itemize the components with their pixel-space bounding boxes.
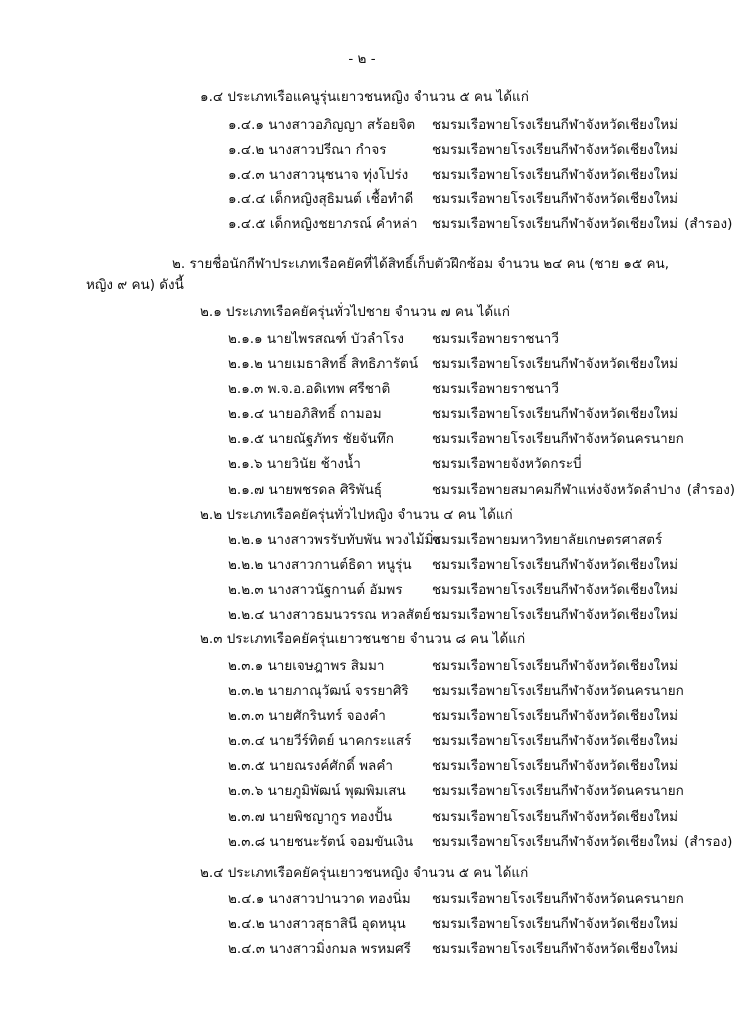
- entry-number-name: [228, 890, 411, 908]
- entry-number-name: [228, 355, 418, 373]
- athlete-name: นางสาวมิ่งกมล พรหมศรี: [269, 941, 411, 957]
- entry-number: ๒.๓.๒: [228, 683, 264, 699]
- athlete-name: นายณรงค์ศักดิ์ พลคำ: [269, 758, 393, 774]
- club-name: ชมรมเรือพายโรงเรียนกีฬาจังหวัดเชียงใหม่: [432, 356, 679, 372]
- entry-number: ๑.๔.๑: [228, 117, 264, 133]
- club-name: ชมรมเรือพายโรงเรียนกีฬาจังหวัดเชียงใหม่: [432, 607, 679, 623]
- entry-number-name: [228, 141, 387, 159]
- athlete-club: [432, 782, 690, 800]
- athlete-club: [432, 481, 735, 499]
- athlete-club: [432, 657, 684, 675]
- club-name: ชมรมเรือพายโรงเรียนกีฬาจังหวัดเชียงใหม่: [432, 809, 679, 825]
- club-name: ชมรมเรือพายโรงเรียนกีฬาจังหวัดเชียงใหม่: [432, 191, 679, 207]
- club-name: ชมรมเรือพายโรงเรียนกีฬาจังหวัดเชียงใหม่: [432, 117, 679, 133]
- athlete-name: นายเจษฎาพร สิมมา: [267, 658, 385, 674]
- entry-number: ๒.๒.๓: [228, 582, 264, 598]
- club-name: ชมรมเรือพายโรงเรียนกีฬาจังหวัดเชียงใหม่: [432, 582, 679, 598]
- athlete-name: นางสาวพรรับทับพัน พวงไม้มิ่ง: [267, 532, 441, 548]
- section-heading: ๒.๔ ประเภทเรือคยัครุ่นเยาวชนหญิง จำนวน ๕ คน ได้แก่: [200, 865, 529, 881]
- athlete-club: [432, 707, 684, 725]
- club-name: ชมรมเรือพายโรงเรียนกีฬาจังหวัดเชียงใหม่: [432, 834, 679, 850]
- athlete-club: [432, 430, 690, 448]
- entry-number-name: [228, 757, 393, 775]
- athlete-name: นางสาวอภิญญา สร้อยจิต: [268, 117, 416, 133]
- entry-number: ๒.๓.๑: [228, 658, 264, 674]
- entry-number-name: [228, 190, 413, 208]
- club-name: ชมรมเรือพายสมาคมกีฬาแห่งจังหวัดลำปาง: [432, 482, 681, 498]
- athlete-name: เด็กหญิงชยาภรณ์ คำหล่า: [269, 216, 418, 232]
- entry-number: ๒.๑.๕: [228, 431, 265, 447]
- athlete-club: [432, 116, 684, 134]
- entry-number-name: [228, 707, 386, 725]
- athlete-club: [432, 405, 684, 423]
- entry-number: ๑.๔.๔: [228, 191, 266, 207]
- entry-number: ๒.๔.๑: [228, 891, 265, 907]
- club-name: ชมรมเรือพายโรงเรียนกีฬาจังหวัดนครนายก: [432, 891, 684, 907]
- entry-number: ๒.๓.๗: [228, 809, 265, 825]
- club-name: ชมรมเรือพายโรงเรียนกีฬาจังหวัดเชียงใหม่: [432, 216, 679, 232]
- athlete-name: นางสาวสุธาสินี อุดหนุน: [268, 916, 406, 932]
- club-name: ชมรมเรือพายโรงเรียนกีฬาจังหวัดเชียงใหม่: [432, 658, 679, 674]
- athlete-name: นายชนะรัตน์ จอมขันเงิน: [269, 834, 414, 850]
- club-name: ชมรมเรือพายโรงเรียนกีฬาจังหวัดนครนายก: [432, 783, 684, 799]
- club-name: ชมรมเรือพายโรงเรียนกีฬาจังหวัดเชียงใหม่: [432, 406, 679, 422]
- athlete-name: เด็กหญิงสุธิมนต์ เชื้อทำดี: [269, 191, 414, 207]
- club-name: ชมรมเรือพายโรงเรียนกีฬาจังหวัดเชียงใหม่: [432, 733, 679, 749]
- entry-number: ๒.๓.๕: [228, 758, 265, 774]
- entry-number-name: [228, 782, 406, 800]
- entry-number: ๑.๔.๒: [228, 142, 265, 158]
- athlete-club: [432, 833, 732, 851]
- entry-number-name: [228, 657, 384, 675]
- entry-number-name: [228, 166, 408, 184]
- entry-number-name: [228, 215, 417, 233]
- reserve-note: (สำรอง): [684, 834, 733, 850]
- athlete-club: [432, 915, 684, 933]
- reserve-note: (สำรอง): [686, 482, 735, 498]
- athlete-club: [432, 355, 684, 373]
- club-name: ชมรมเรือพายโรงเรียนกีฬาจังหวัดเชียงใหม่: [432, 916, 679, 932]
- entry-number-name: [228, 481, 382, 499]
- club-name: ชมรมเรือพายโรงเรียนกีฬาจังหวัดเชียงใหม่: [432, 167, 679, 183]
- athlete-club: [432, 890, 690, 908]
- entry-number: ๒.๑.๒: [228, 356, 263, 372]
- entry-number: ๒.๑.๖: [228, 456, 263, 472]
- club-name: ชมรมเรือพายโรงเรียนกีฬาจังหวัดเชียงใหม่: [432, 758, 679, 774]
- athlete-club: [432, 757, 684, 775]
- athlete-club: [432, 940, 684, 958]
- section-heading: ๒.๒ ประเภทเรือคยัครุ่นทั่วไปหญิง จำนวน ๔ คน ได้แก่: [200, 507, 513, 523]
- athlete-name: พ.จ.อ.อดิเทพ ศรีชาติ: [267, 381, 391, 397]
- entry-number-name: [228, 380, 390, 398]
- athlete-club: [432, 166, 684, 184]
- athlete-club: [432, 380, 565, 398]
- athlete-name: นายภาณุวัฒน์ จรรยาศิริ: [267, 683, 409, 699]
- entry-number: ๒.๒.๒: [228, 557, 264, 573]
- entry-number-name: [228, 833, 413, 851]
- athlete-name: นางสาวธมนวรรณ หวลสัตย์: [268, 607, 431, 623]
- entry-number: ๒.๒.๔: [228, 607, 265, 623]
- entry-number: ๒.๑.๔: [228, 406, 265, 422]
- entry-number-name: [228, 430, 394, 448]
- entry-number-name: [228, 556, 412, 574]
- section-heading: ๒.๑ ประเภทเรือคยัครุ่นทั่วไปชาย จำนวน ๗ คน ได้แก่: [200, 304, 510, 320]
- entry-number: ๒.๒.๑: [228, 532, 263, 548]
- athlete-name: นายพชรดล ศิริพันธุ์: [268, 482, 383, 498]
- club-name: ชมรมเรือพายมหาวิทยาลัยเกษตรศาสตร์: [432, 532, 663, 548]
- entry-number-name: [228, 116, 415, 134]
- entry-number: ๑.๔.๓: [228, 167, 265, 183]
- entry-number-name: [228, 405, 382, 423]
- club-name: ชมรมเรือพายจังหวัดกระบี่: [432, 456, 582, 472]
- entry-number-name: [228, 330, 404, 348]
- entry-number: ๒.๑.๓: [228, 381, 264, 397]
- athlete-name: นายพิชญากูร ทองปั้น: [269, 809, 393, 825]
- athlete-club: [432, 581, 684, 599]
- athlete-club: [432, 215, 732, 233]
- athlete-name: นายวีร์ทิตย์ นาคกระแสร์: [269, 733, 412, 749]
- athlete-name: นายไพรสณฑ์ บัวลำโรง: [266, 331, 404, 347]
- entry-number: ๒.๔.๓: [228, 941, 265, 957]
- athlete-club: [432, 455, 588, 473]
- athlete-name: นางสาวปานวาด ทองนิ่ม: [268, 891, 411, 907]
- club-name: ชมรมเรือพายโรงเรียนกีฬาจังหวัดเชียงใหม่: [432, 941, 679, 957]
- entry-number: ๑.๔.๕: [228, 216, 266, 232]
- athlete-club: [432, 190, 684, 208]
- athlete-name: นายเมธาสิทธิ์ สิทธิภารัตน์: [267, 356, 419, 372]
- athlete-club: [432, 531, 668, 549]
- entry-number: ๒.๓.๔: [228, 733, 265, 749]
- entry-number: ๒.๓.๖: [228, 783, 264, 799]
- entry-number-name: [228, 581, 403, 599]
- athlete-club: [432, 556, 684, 574]
- reserve-note: (สำรอง): [684, 216, 733, 232]
- athlete-name: นางสาวนุชนาจ ทุ่งโปร่ง: [268, 167, 409, 183]
- club-name: ชมรมเรือพายราชนาวี: [432, 331, 559, 347]
- entry-number-name: [228, 455, 361, 473]
- athlete-name: นายอภิสิทธิ์ ถามอม: [268, 406, 382, 422]
- athlete-club: [432, 732, 684, 750]
- athlete-name: นางสาวกานต์ธิดา หนูรุ่น: [267, 557, 412, 573]
- entry-number-name: [228, 732, 411, 750]
- club-name: ชมรมเรือพายโรงเรียนกีฬาจังหวัดเชียงใหม่: [432, 708, 679, 724]
- entry-number: ๒.๑.๗: [228, 482, 265, 498]
- entry-number: ๒.๓.๓: [228, 708, 264, 724]
- athlete-club: [432, 808, 684, 826]
- section-heading: ๒.๓ ประเภทเรือคยัครุ่นเยาวชนชาย จำนวน ๘ คน ได้แก่: [200, 631, 526, 647]
- club-name: ชมรมเรือพายโรงเรียนกีฬาจังหวัดเชียงใหม่: [432, 557, 679, 573]
- section-intro-line2: หญิง ๙ คน) ดังนี้: [86, 277, 184, 293]
- athlete-name: นางสาวปรีณา กำจร: [268, 142, 387, 158]
- entry-number-name: [228, 915, 406, 933]
- athlete-club: [432, 606, 684, 624]
- athlete-name: นายวินัย ช้างน้ำ: [266, 456, 361, 472]
- athlete-club: [432, 330, 565, 348]
- entry-number: ๒.๔.๒: [228, 916, 265, 932]
- entry-number-name: [228, 531, 440, 549]
- entry-number-name: [228, 682, 409, 700]
- entry-number-name: [228, 940, 411, 958]
- club-name: ชมรมเรือพายราชนาวี: [432, 381, 559, 397]
- section-heading: ๑.๔ ประเภทเรือแคนูรุ่นเยาวชนหญิง จำนวน ๕ คน ได้แก่: [200, 89, 529, 105]
- athlete-name: นายณัฐภัทร ชัยจันทึก: [268, 431, 394, 447]
- athlete-name: นายศักรินทร์ จองคำ: [268, 708, 386, 724]
- athlete-club: [432, 682, 690, 700]
- entry-number-name: [228, 606, 431, 624]
- athlete-club: [432, 141, 684, 159]
- section-intro-line1: ๒. รายชื่อนักกีฬาประเภทเรือคยัคที่ได้สิทธิ์เก็บตัวฝึกซ้อม จำนวน ๒๔ คน (ชาย ๑๕ คน,: [172, 256, 670, 272]
- athlete-name: นายภูมิพัฒน์ พุฒพิมเสน: [267, 783, 406, 799]
- entry-number-name: [228, 808, 392, 826]
- athlete-name: นางสาวนัฐกานต์ อัมพร: [267, 582, 403, 598]
- club-name: ชมรมเรือพายโรงเรียนกีฬาจังหวัดเชียงใหม่: [432, 142, 679, 158]
- club-name: ชมรมเรือพายโรงเรียนกีฬาจังหวัดนครนายก: [432, 683, 684, 699]
- club-name: ชมรมเรือพายโรงเรียนกีฬาจังหวัดนครนายก: [432, 431, 684, 447]
- entry-number: ๒.๑.๑: [228, 331, 263, 347]
- entry-number: ๒.๓.๘: [228, 834, 266, 850]
- page-number: - ๒ -: [348, 51, 376, 67]
